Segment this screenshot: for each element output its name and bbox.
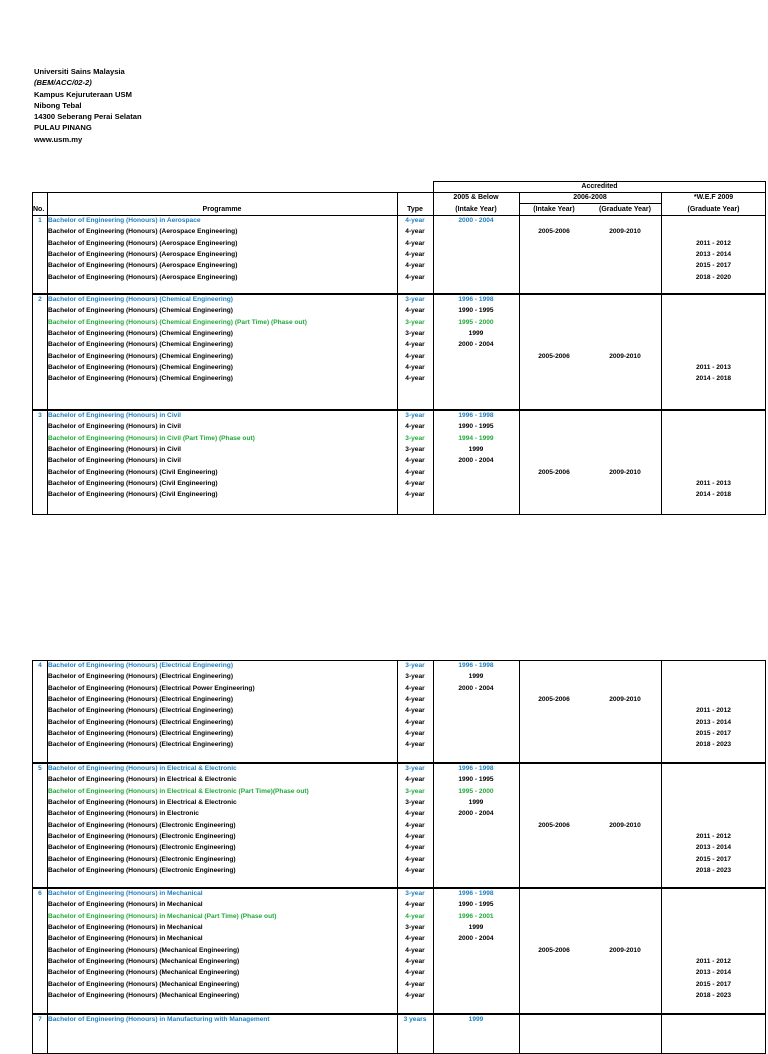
intake-year-2005-below: 2000 - 2004 [458,935,494,943]
row-number: 4 [38,662,42,669]
intake-year-2006-2008: 2005-2006 [538,468,570,476]
programme-name: Bachelor of Engineering (Honours) (Electronic Engineering) [48,821,236,829]
graduate-year-wef-2009: 2013 - 2014 [695,251,732,259]
programme-type: 4-year [405,958,425,966]
intake-year-2005-below: 2000 - 2004 [458,217,494,224]
programme-name: Bachelor of Engineering (Honours) (Mechanical Engineering) [48,958,240,966]
programme-name: Bachelor of Engineering (Honours) (Aerospace Engineering) [48,228,238,236]
programme-name: Bachelor of Engineering (Honours) (Aerospace Engineering) [48,251,238,259]
intake-year-2006-2008: 2005-2006 [538,696,570,704]
graduate-year-wef-2009: 2018 - 2020 [695,273,732,281]
intake-year-2005-below: 1995 - 2000 [458,787,494,795]
intake-year-2005-below: 1996 - 1998 [458,412,494,419]
programme-name: Bachelor of Engineering (Honours) (Mechanical Engineering) [48,980,240,988]
row-number: 2 [38,296,42,303]
intake-year-2005-below: 1995 - 2000 [458,318,494,326]
row-number: 7 [38,1016,42,1023]
programme-type: 4-year [405,741,425,749]
programme-type: 4-year [405,480,425,488]
intake-year-2005-below: 1990 - 1995 [458,307,494,315]
programme-type: 3-year [405,330,425,338]
intake-year-2005-below: 2000 - 2004 [458,457,494,465]
col-2005-below-sub: (Intake Year) [455,206,497,213]
programme-type: 4-year [405,935,425,943]
programme-name: Bachelor of Engineering (Honours) in Mechanical (Part Time) (Phase out) [48,912,277,920]
programme-type: 3-year [405,318,425,326]
intake-year-2006-2008: 2005-2006 [538,352,570,360]
programme-name: Bachelor of Engineering (Honours) in Civil [48,423,181,431]
programme-type: 4-year [405,251,425,259]
graduate-year-wef-2009: 2018 - 2023 [695,741,732,749]
programme-name: Bachelor of Engineering (Honours) (Electronic Engineering) [48,844,236,852]
col-2006-2008: 2006-2008 [573,194,607,201]
programme-type: 4-year [405,491,425,499]
programme-type: 4-year [405,307,425,315]
header-line: Kampus Kejuruteraan USM [34,89,132,99]
header-line: www.usm.my [34,134,83,144]
intake-year-2005-below: 1999 [468,799,484,807]
intake-year-2005-below: 1990 - 1995 [458,901,494,909]
programme-group [32,763,766,888]
programme-name: Bachelor of Engineering (Honours) in Electrical & Electronic [48,765,237,772]
programme-type: 4-year [405,468,425,476]
graduate-year-2006-2008: 2009-2010 [609,352,641,360]
header-line: PULAU PINANG [34,123,92,133]
graduate-year-wef-2009: 2018 - 2023 [695,992,732,1000]
graduate-year-wef-2009: 2011 - 2013 [696,364,731,372]
programme-group [32,888,766,1014]
programme-name: Bachelor of Engineering (Honours) (Chemical Engineering) [48,375,234,383]
programme-name: Bachelor of Engineering (Honours) (Electrical Engineering) [48,673,234,681]
graduate-year-wef-2009: 2013 - 2014 [695,844,732,852]
intake-year-2005-below: 2000 - 2004 [458,684,494,692]
col-wef-2009: *W.E.F 2009 [693,194,734,201]
header-line: Nibong Tebal [34,100,82,110]
programme-name: Bachelor of Engineering (Honours) (Mechanical Engineering) [48,969,240,977]
graduate-year-wef-2009: 2011 - 2012 [696,239,731,247]
programme-type: 4-year [405,352,425,360]
intake-year-2005-below: 1996 - 1998 [458,662,494,669]
graduate-year-wef-2009: 2011 - 2012 [696,707,731,715]
programme-name: Bachelor of Engineering (Honours) (Chemical Engineering) [48,307,234,315]
programme-type: 4-year [405,969,425,977]
accredited-heading: Accredited [581,183,618,190]
programme-name: Bachelor of Engineering (Honours) (Electrical Engineering) [48,707,234,715]
programme-name: Bachelor of Engineering (Honours) (Electrical Engineering) [48,696,234,704]
col-2005-below: 2005 & Below [453,194,499,201]
graduate-year-wef-2009: 2014 - 2018 [695,491,732,499]
programme-type: 4-year [405,810,425,818]
intake-year-2005-below: 2000 - 2004 [458,341,494,349]
intake-year-2005-below: 1999 [468,330,484,338]
programme-type: 3-year [405,662,425,669]
programme-name: Bachelor of Engineering (Honours) (Electronic Engineering) [48,855,236,863]
intake-year-2005-below: 1996 - 2001 [458,912,494,920]
header-line: Universiti Sains Malaysia [34,67,125,76]
programme-type: 4-year [405,946,425,954]
programme-name: Bachelor of Engineering (Honours) (Civil Engineering) [48,480,218,488]
programme-type: 4-year [405,992,425,1000]
programme-name: Bachelor of Engineering (Honours) (Electronic Engineering) [48,833,236,841]
graduate-year-wef-2009: 2015 - 2017 [695,730,732,738]
programme-type: 3-year [405,799,425,807]
intake-year-2005-below: 1999 [468,673,484,681]
header-line: 14300 Seberang Perai Selatan [34,112,142,122]
programme-type: 4-year [405,867,425,875]
programme-type: 3-year [405,787,425,795]
programme-type: 4-year [405,821,425,829]
intake-year-2006-2008: 2005-2006 [538,946,570,954]
programme-name: Bachelor of Engineering (Honours) in Electrical & Electronic (Part Time)(Phase out) [48,787,309,795]
intake-year-2005-below: 1996 - 1998 [458,890,494,897]
programme-name: Bachelor of Engineering (Honours) in Mechanical [48,924,203,932]
intake-year-2005-below: 1999 [468,924,484,932]
programme-name: Bachelor of Engineering (Honours) (Chemical Engineering) (Part Time) (Phase out) [48,318,307,326]
programme-type: 4-year [405,855,425,863]
programme-type: 4-year [405,730,425,738]
col-intake-year: (Intake Year) [533,206,575,213]
intake-year-2006-2008: 2005-2006 [538,821,570,829]
programme-name: Bachelor of Engineering (Honours) in Civil [48,446,181,454]
graduate-year-wef-2009: 2015 - 2017 [695,855,732,863]
graduate-year-wef-2009: 2015 - 2017 [695,262,732,270]
intake-year-2005-below: 1999 [468,1016,484,1023]
programme-type: 3-year [405,296,425,303]
intake-year-2005-below: 1990 - 1995 [458,423,494,431]
row-number: 3 [38,412,42,419]
programme-type: 4-year [405,684,425,692]
programme-type: 4-year [405,375,425,383]
programme-name: Bachelor of Engineering (Honours) in Civil (Part Time) (Phase out) [48,434,255,442]
programme-type: 4-year [405,228,425,236]
programme-name: Bachelor of Engineering (Honours) in Civil [48,457,181,465]
programme-name: Bachelor of Engineering (Honours) in Electrical & Electronic [48,799,237,807]
graduate-year-2006-2008: 2009-2010 [609,228,641,236]
programme-type: 3 years [403,1016,427,1023]
intake-year-2006-2008: 2005-2006 [538,228,570,236]
programme-type: 4-year [405,844,425,852]
programme-name: Bachelor of Engineering (Honours) (Electrical Engineering) [48,662,234,669]
programme-type: 4-year [405,217,425,224]
programme-name: Bachelor of Engineering (Honours) (Aerospace Engineering) [48,239,238,247]
programme-type: 4-year [405,776,425,784]
programme-type: 4-year [405,341,425,349]
programme-name: Bachelor of Engineering (Honours) (Mechanical Engineering) [48,946,240,954]
programme-type: 4-year [405,718,425,726]
graduate-year-2006-2008: 2009-2010 [609,946,641,954]
programme-group [32,294,766,410]
programme-name: Bachelor of Engineering (Honours) in Electrical & Electronic [48,776,237,784]
programme-name: Bachelor of Engineering (Honours) (Civil Engineering) [48,491,218,499]
programme-name: Bachelor of Engineering (Honours) in Electronic [48,810,199,818]
programme-name: Bachelor of Engineering (Honours) (Electrical Engineering) [48,741,234,749]
col-programme: Programme [202,206,242,213]
institution-header [34,66,142,145]
graduate-year-2006-2008: 2009-2010 [609,821,641,829]
programme-name: Bachelor of Engineering (Honours) (Chemical Engineering) [48,341,234,349]
programme-group [32,660,766,763]
programme-name: Bachelor of Engineering (Honours) in Manufacturing with Management [48,1016,270,1023]
programme-name: Bachelor of Engineering (Honours) (Chemical Engineering) [48,296,234,303]
programme-type: 4-year [405,980,425,988]
programme-name: Bachelor of Engineering (Honours) in Civil [48,412,181,419]
programme-type: 3-year [405,924,425,932]
graduate-year-wef-2009: 2013 - 2014 [695,718,732,726]
row-number: 1 [38,217,42,224]
programme-type: 4-year [405,696,425,704]
programme-type: 4-year [405,364,425,372]
programme-group [32,215,766,294]
col-wef-graduate: (Graduate Year) [687,206,740,213]
intake-year-2005-below: 2000 - 2004 [458,810,494,818]
programme-type: 3-year [405,446,425,454]
programme-type: 4-year [405,423,425,431]
intake-year-2005-below: 1990 - 1995 [458,776,494,784]
programme-name: Bachelor of Engineering (Honours) (Electrical Engineering) [48,730,234,738]
row-number: 5 [38,765,42,772]
programme-type: 3-year [405,890,425,897]
graduate-year-2006-2008: 2009-2010 [609,468,641,476]
graduate-year-wef-2009: 2015 - 2017 [695,980,732,988]
programme-type: 4-year [405,707,425,715]
programme-type: 4-year [405,239,425,247]
col-type: Type [407,206,423,213]
programme-name: Bachelor of Engineering (Honours) (Electrical Power Engineering) [48,684,255,692]
col-graduate-year: (Graduate Year) [598,206,651,213]
graduate-year-wef-2009: 2013 - 2014 [695,969,732,977]
programme-name: Bachelor of Engineering (Honours) (Electronic Engineering) [48,867,236,875]
programme-name: Bachelor of Engineering (Honours) in Mechanical [48,935,203,943]
programme-group [32,1014,766,1054]
programme-group [32,410,766,515]
graduate-year-wef-2009: 2018 - 2023 [695,867,732,875]
programme-type: 4-year [405,901,425,909]
row-number: 6 [38,890,42,897]
programme-name: Bachelor of Engineering (Honours) in Aerospace [48,217,201,224]
programme-name: Bachelor of Engineering (Honours) (Mechanical Engineering) [48,992,240,1000]
programme-type: 4-year [405,262,425,270]
programme-type: 4-year [405,833,425,841]
programme-name: Bachelor of Engineering (Honours) in Mechanical [48,890,203,897]
graduate-year-wef-2009: 2014 - 2018 [695,375,732,383]
programme-name: Bachelor of Engineering (Honours) (Aerospace Engineering) [48,262,238,270]
intake-year-2005-below: 1996 - 1998 [458,765,494,772]
col-no: No. [33,206,45,213]
programme-type: 4-year [405,273,425,281]
programme-name: Bachelor of Engineering (Honours) (Chemical Engineering) [48,364,234,372]
programme-name: Bachelor of Engineering (Honours) (Electrical Engineering) [48,718,234,726]
programme-type: 4-year [405,457,425,465]
graduate-year-2006-2008: 2009-2010 [609,696,641,704]
programme-name: Bachelor of Engineering (Honours) (Civil Engineering) [48,468,218,476]
programme-type: 3-year [405,412,425,419]
programme-name: Bachelor of Engineering (Honours) in Mechanical [48,901,203,909]
graduate-year-wef-2009: 2011 - 2012 [696,833,731,841]
intake-year-2005-below: 1994 - 1999 [458,434,494,442]
intake-year-2005-below: 1999 [468,446,484,454]
intake-year-2005-below: 1996 - 1998 [458,296,494,303]
programme-type: 4-year [405,912,425,920]
programme-type: 3-year [405,434,425,442]
graduate-year-wef-2009: 2011 - 2013 [696,480,731,488]
programme-name: Bachelor of Engineering (Honours) (Chemical Engineering) [48,352,234,360]
programme-name: Bachelor of Engineering (Honours) (Chemical Engineering) [48,330,234,338]
graduate-year-wef-2009: 2011 - 2012 [696,958,731,966]
programme-type: 3-year [405,673,425,681]
programme-name: Bachelor of Engineering (Honours) (Aerospace Engineering) [48,273,238,281]
header-line: (BEM/ACC/02-2) [34,78,92,88]
programme-type: 3-year [405,765,425,772]
